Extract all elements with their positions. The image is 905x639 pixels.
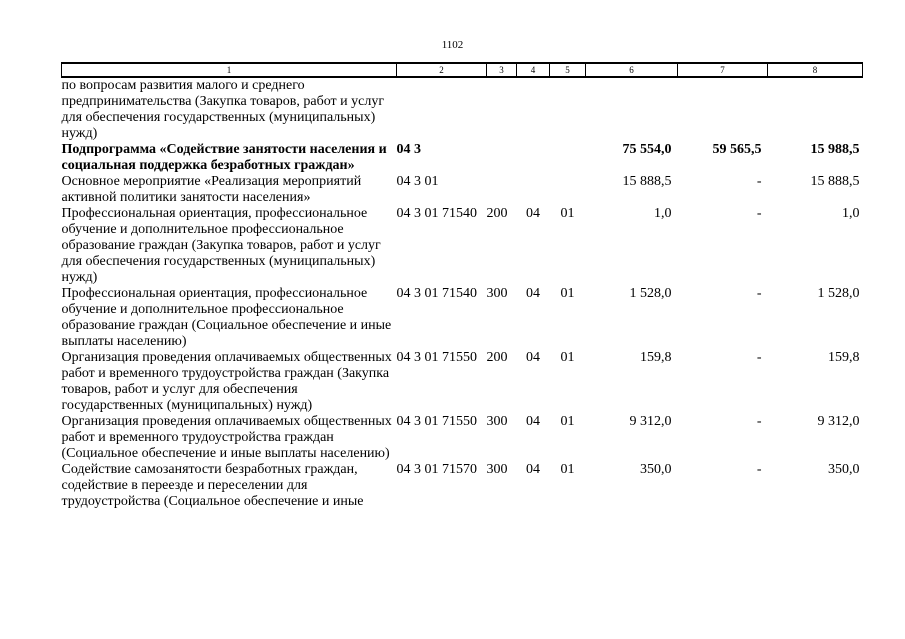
row-pr: [550, 77, 586, 142]
row-rz: [517, 142, 550, 174]
row-amount-7: 59 565,5: [712, 142, 762, 157]
column-header-4: 4: [517, 63, 550, 77]
row-name: Основное мероприятие «Реализация мероприятий активной политики занятости населения»: [61, 174, 362, 205]
row-code: 04 3 01 71550: [396, 350, 477, 365]
row-amount-6: 15 888,5: [622, 174, 672, 189]
row-name: Профессиональная ориентация, профессиональное обучение и дополнительное профессиональное образование граждан (Закупка товаров, работ и услуг для обеспечения государственных (муниципальных) нужд): [61, 206, 381, 285]
row-rz: 04: [526, 350, 540, 365]
row-pr: 01: [560, 462, 575, 477]
row-amount-8: 15 888,5: [810, 174, 860, 189]
row-amount-8: 15 988,5: [810, 142, 860, 157]
table-row: [62, 414, 863, 462]
row-rz: [517, 174, 550, 206]
column-header-1: 1: [62, 63, 397, 77]
row-rz: 04: [526, 414, 540, 429]
row-vr: [487, 77, 517, 142]
row-pr: 01: [560, 286, 575, 301]
row-amount-6: 350,0: [640, 462, 672, 477]
row-rz: 04: [526, 206, 540, 221]
row-pr: 01: [560, 414, 575, 429]
row-vr: 300: [486, 462, 508, 477]
column-header-7: 7: [678, 63, 768, 77]
row-amount-7: -: [756, 462, 762, 477]
column-header-2: 2: [397, 63, 487, 77]
row-code: 04 3 01 71540: [396, 206, 477, 221]
row-amount-8: 9 312,0: [817, 414, 860, 429]
budget-table: [61, 62, 863, 510]
row-amount-8: 1,0: [842, 206, 860, 221]
row-name: Организация проведения оплачиваемых общественных работ и временного трудоустройства граждан (Закупка товаров, работ и услуг для обеспечения государственных (муниципальных) нужд): [61, 350, 392, 413]
row-amount-7: -: [756, 174, 762, 189]
table-row: [62, 350, 863, 414]
row-rz: 04: [526, 462, 540, 477]
row-vr: 300: [486, 414, 508, 429]
column-header-5: 5: [550, 63, 586, 77]
row-amount-7: -: [756, 350, 762, 365]
row-vr: [487, 174, 517, 206]
table-body: [62, 77, 863, 510]
row-vr: 200: [486, 206, 508, 221]
column-header-8: 8: [768, 63, 863, 77]
row-name: Организация проведения оплачиваемых общественных работ и временного трудоустройства граждан (Социальное обеспечение и иные выплаты населению): [61, 414, 392, 461]
table-row: [62, 286, 863, 350]
row-amount-8: 1 528,0: [817, 286, 860, 301]
header-row: [62, 63, 863, 77]
row-code: 04 3 01: [396, 174, 439, 189]
row-pr: [550, 174, 586, 206]
row-code: 04 3 01 71540: [396, 286, 477, 301]
table-row: [62, 206, 863, 286]
row-code: 04 3 01 71570: [396, 462, 477, 477]
row-amount-7: [678, 77, 768, 142]
row-pr: 01: [560, 350, 575, 365]
row-code: [397, 77, 487, 142]
row-amount-8: 350,0: [828, 462, 860, 477]
row-amount-6: 1,0: [654, 206, 672, 221]
row-name: Подпрограмма «Содействие занятости населения и социальная поддержка безработных граждан»: [61, 142, 387, 173]
table-header: [62, 63, 863, 77]
row-name: Содействие самозанятости безработных граждан, содействие в переезде и переселении для трудоустройства (Социальное обеспечение и иные: [61, 462, 364, 509]
row-name: по вопросам развития малого и среднего предпринимательства (Закупка товаров, работ и услуг для обеспечения государственных (муниципальных) нужд): [61, 78, 385, 141]
row-name: Профессиональная ориентация, профессиональное обучение и дополнительное профессиональное образование граждан (Социальное обеспечение и иные выплаты населению): [61, 286, 392, 349]
row-amount-6: 159,8: [640, 350, 672, 365]
table-row: [62, 142, 863, 174]
row-amount-6: [586, 77, 678, 142]
row-amount-7: -: [756, 414, 762, 429]
row-amount-6: 75 554,0: [622, 142, 672, 157]
row-vr: 300: [486, 286, 508, 301]
row-amount-6: 1 528,0: [629, 286, 672, 301]
row-rz: [517, 77, 550, 142]
row-pr: 01: [560, 206, 575, 221]
row-rz: 04: [526, 286, 540, 301]
row-vr: [487, 142, 517, 174]
page-number: 1102: [441, 39, 464, 51]
row-pr: [550, 142, 586, 174]
table-row: [62, 174, 863, 206]
row-code: 04 3 01 71550: [396, 414, 477, 429]
row-amount-8: [768, 77, 863, 142]
table-row: [62, 77, 863, 142]
column-header-6: 6: [586, 63, 678, 77]
row-amount-7: -: [756, 206, 762, 221]
row-amount-7: -: [756, 286, 762, 301]
row-vr: 200: [486, 350, 508, 365]
table-row: [62, 462, 863, 510]
row-code: 04 3: [396, 142, 421, 157]
row-amount-6: 9 312,0: [629, 414, 672, 429]
row-amount-8: 159,8: [828, 350, 860, 365]
column-header-3: 3: [487, 63, 517, 77]
